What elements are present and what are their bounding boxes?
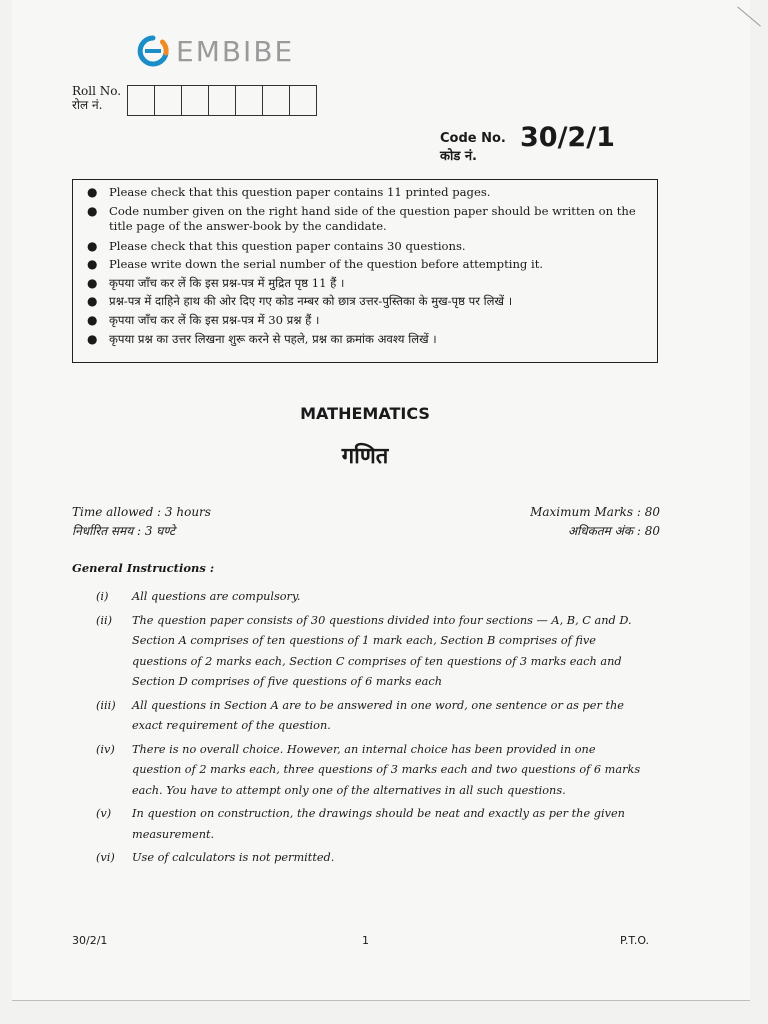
instruction-text: The question paper consists of 30 questions divided into four sections — A, B, C and D. Section A comprises of ten questions of 1 mark each, Section B comprises of five questions of 2 marks each, Section C comprises of ten questions of 3 marks each and Section D comprises of five questions of 6 marks each [132, 613, 632, 688]
footer-code: 30/2/1 [72, 934, 108, 947]
roll-digit-box[interactable] [235, 85, 263, 116]
general-instructions-list [72, 587, 642, 872]
instruction-item: ● Please check that this question paper contains 30 questions. [87, 237, 649, 256]
instruction-item: ● Please check that this question paper contains 11 printed pages. [87, 183, 649, 202]
instruction-item: ● Please write down the serial number of the question before attempting it. [87, 255, 649, 274]
general-instructions-heading: General Instructions : [72, 561, 215, 575]
general-instruction-item [72, 848, 642, 869]
candidate-instructions-box [72, 179, 658, 363]
general-instruction-item [72, 587, 642, 608]
bullet-icon: ● [87, 185, 98, 199]
code-number: 30/2/1 [520, 122, 615, 153]
maximum-marks-en: Maximum Marks : 80 [530, 505, 660, 519]
instruction-item: ● Code number given on the right hand side of the question paper should be written on the title page of the answer-book by the candidate. [87, 203, 636, 233]
instruction-number: (v) [96, 807, 112, 820]
maximum-marks-hi: अधिकतम अंक : 80 [567, 524, 660, 538]
instruction-list [73, 180, 657, 348]
instruction-number: (iii) [96, 698, 116, 712]
brand-name: EMBIBE [176, 34, 295, 68]
instruction-number: (vi) [96, 851, 115, 864]
roll-digit-box[interactable] [208, 85, 236, 116]
bullet-icon: ● [87, 312, 98, 327]
roll-label-en: Roll No. [72, 84, 122, 98]
bullet-icon: ● [87, 294, 98, 309]
code-label-en: Code No. [440, 131, 506, 146]
bullet-icon: ● [87, 275, 98, 290]
footer-pto: P.T.O. [620, 934, 650, 947]
instruction-item: ● प्रश्न-पत्र में दाहिने हाथ की ओर दिए गए कोड नम्बर को छात्र उत्तर-पुस्तिका के मुख-पृष्ठ पर लिखें । [87, 292, 649, 311]
code-label-hi: कोड नं. [440, 149, 477, 164]
instruction-item: ● कृपया प्रश्न का उत्तर लिखना शुरू करने से पहले, प्रश्न का क्रमांक अवश्य लिखें । [87, 330, 649, 349]
time-allowed [72, 503, 211, 541]
maximum-marks [530, 503, 660, 541]
roll-digit-box[interactable] [181, 85, 209, 116]
general-instruction-item [72, 740, 642, 802]
bullet-icon: ● [87, 203, 98, 218]
instruction-item: ● कृपया जाँच कर लें कि इस प्रश्न-पत्र में मुद्रित पृष्ठ 11 हैं । [87, 274, 649, 293]
bullet-icon: ● [87, 331, 98, 346]
roll-number-boxes[interactable] [128, 85, 317, 116]
roll-digit-box[interactable] [154, 85, 182, 116]
time-allowed-en: Time allowed : 3 hours [72, 505, 211, 519]
roll-label-hi: रोल नं. [72, 98, 103, 112]
instruction-number: (iv) [96, 742, 115, 756]
instruction-item: ● कृपया जाँच कर लें कि इस प्रश्न-पत्र में 30 प्रश्न हैं । [87, 311, 649, 330]
bullet-icon: ● [87, 238, 98, 253]
roll-digit-box[interactable] [289, 85, 317, 116]
instruction-text: All questions in Section A are to be answered in one word, one sentence or as per the exact requirement of the question. [132, 698, 624, 732]
embibe-logo-icon [136, 34, 170, 68]
instruction-text: In question on construction, the drawings should be neat and exactly as per the given measurement. [132, 807, 625, 841]
general-instruction-item [72, 696, 642, 737]
subject-title-en: MATHEMATICS [300, 404, 430, 423]
code-label [440, 130, 506, 166]
subject-title-hi: गणित [341, 444, 389, 469]
roll-digit-box[interactable] [262, 85, 290, 116]
time-allowed-hi: निर्धारित समय : 3 घण्टे [72, 524, 176, 538]
roll-digit-box[interactable] [127, 85, 155, 116]
instruction-text: There is no overall choice. However, an internal choice has been provided in one question of 2 marks each, three questions of 3 marks each and two questions of 6 marks each. You have to attempt only one of the alternatives in all such questions. [132, 742, 641, 797]
instruction-number: (ii) [96, 613, 113, 627]
roll-number-label [72, 84, 121, 112]
general-instruction-item [72, 611, 642, 693]
general-instruction-item [72, 804, 642, 845]
instruction-text: All questions are compulsory. [132, 590, 301, 603]
bullet-icon: ● [87, 257, 98, 272]
instruction-number: (i) [96, 590, 109, 603]
brand-logo [136, 34, 294, 68]
page-number: 1 [362, 934, 369, 947]
instruction-text: Use of calculators is not permitted. [132, 851, 335, 864]
